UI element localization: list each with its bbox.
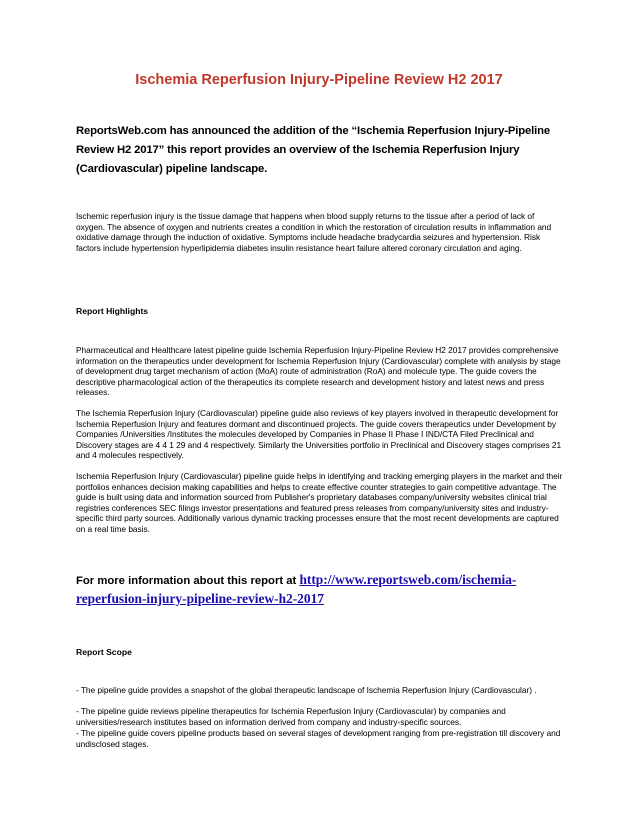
highlights-paragraph-1: Pharmaceutical and Healthcare latest pipeline guide Ischemia Reperfusion Injury-Pipeline Review H2 2017 provides comprehensive information on the therapeutics under development for Ischemia Reperfusion Injury (Cardiovascular) complete with analysis by stage of development drug target mechanism of action (MoA) route of administration (RoA) and molecule type. The guide covers the descriptive pharmacological action of the therapeutics its complete research and development history and latest news and press releases. (76, 345, 561, 398)
scope-item-2: - The pipeline guide reviews pipeline therapeutics for Ischemia Reperfusion Injury (Cardiovascular) by companies and universities/research institutes based on information derived from company and industry-specific sources. (76, 706, 506, 727)
highlights-paragraph-3: Ischemia Reperfusion Injury (Cardiovascular) pipeline guide helps in identifying and tracking emerging players in the market and their portfolios enhances decision making capabilities and helps to create effective counter strategies to gain competitive advantage. The guide is built using data and information sourced from Publisher's proprietary databases company/university websites clinical trial registries conferences SEC filings investor presentations and featured press releases from company/university sites and industry-specific third party sources. Additionally various dynamic tracking processes ensure that the most recent developments are captured on a real time basis. (76, 471, 563, 534)
page-title: Ischemia Reperfusion Injury-Pipeline Review H2 2017 (135, 72, 503, 88)
overview-paragraph: Ischemic reperfusion injury is the tissue damage that happens when blood supply returns to the tissue after a period of lack of oxygen. The absence of oxygen and nutrients creates a condition in which the restoration of circulation results in inflammation and oxidative damage through the induction of oxidative. Symptoms include headache bradycardia seizures and hypertension. Risk factors include hypertension hyperlipidemia diabetes insulin resistance heart failure altered coronary circulation and aging. (76, 211, 552, 253)
scope-item-3: - The pipeline guide covers pipeline products based on several stages of development ranging from pre-registration till discovery and undisclosed stages. (76, 728, 561, 749)
scope-item-1: - The pipeline guide provides a snapshot of the global therapeutic landscape of Ischemia Reperfusion Injury (Cardiovascular) . (76, 685, 537, 695)
report-link[interactable]: http://www.reportsweb.com/ischemia-reperfusion-injury-pipeline-review-h2-2017 (76, 572, 517, 606)
intro-paragraph: ReportsWeb.com has announced the addition of the “Ischemia Reperfusion Injury-Pipeline Review H2 2017” this report provides an overview of the Ischemia Reperfusion Injury (Cardiovascular) pipeline landscape. (76, 125, 550, 175)
highlights-heading: Report Highlights (76, 306, 149, 316)
more-info-line (76, 571, 566, 609)
scope-heading: Report Scope (76, 647, 132, 657)
highlights-paragraph-2: The Ischemia Reperfusion Injury (Cardiovascular) pipeline guide also reviews of key players involved in therapeutic development for Ischemia Reperfusion Injury and features dormant and discontinued projects. The guide covers therapeutics under Development by Companies /Universities /Institutes the molecules developed by Companies in Phase II Phase I IND/CTA Filed Preclinical and Discovery stages are 4 4 1 29 and 4 respectively. Similarly the Universities portfolio in Preclinical and Discovery stages comprises 21 and 4 molecules respectively. (76, 408, 562, 461)
more-info-prefix: For more information about this report at (76, 575, 297, 587)
